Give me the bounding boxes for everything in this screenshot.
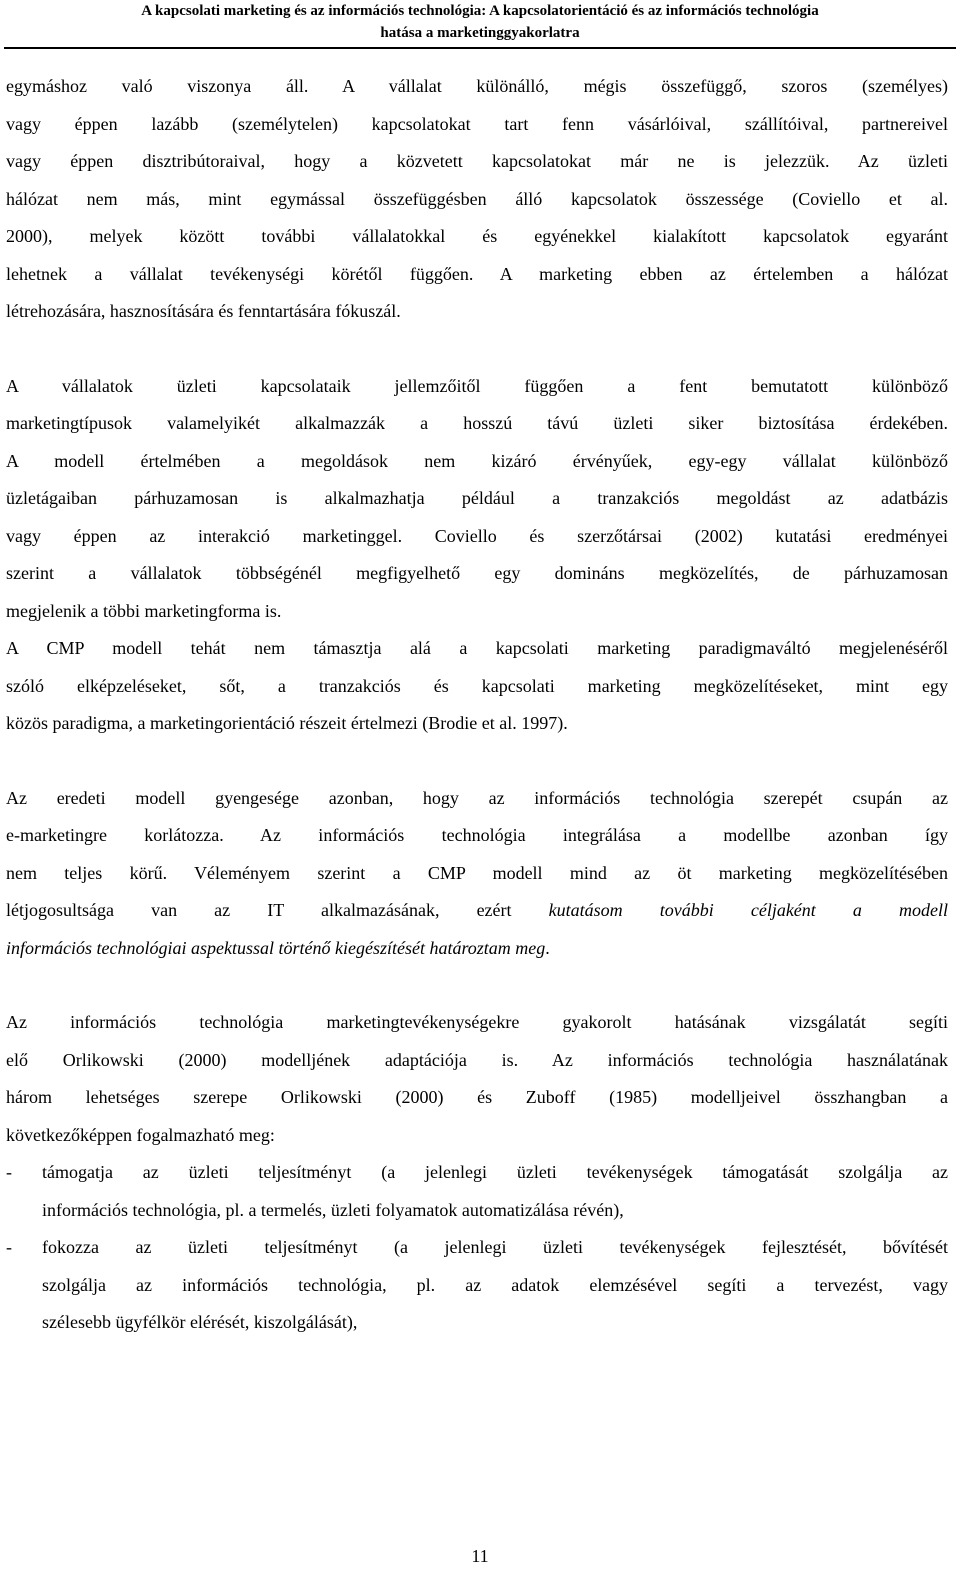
- text-line: közös paradigma, a marketingorientáció részeit értelmezi (Brodie et al. 1997).: [6, 713, 568, 733]
- paragraph-4: [6, 780, 948, 968]
- text-run: .: [545, 937, 550, 958]
- text-line: egymáshoz való viszonya áll. A vállalat különálló, mégis összefüggő, szoros (személyes): [6, 76, 948, 96]
- text-line: A CMP modell tehát nem támasztja alá a kapcsolati marketing paradigmaváltó megjelenéséről: [6, 638, 948, 658]
- text-line: vagy éppen lazább (személytelen) kapcsolatokat tart fenn vásárlóival, szállítóival, partnereivel: [6, 113, 948, 134]
- text-line: információs technológia, pl. a termelés, üzleti folyamatok automatizálása révén),: [42, 1199, 624, 1220]
- text-line: 2000), melyek között további vállalatokkal és egyénekkel kialakított kapcsolatok egyaránt: [6, 226, 948, 246]
- paragraph-2: [6, 368, 948, 631]
- text-line: e-marketingre korlátozza. Az információs technológia integrálása a modellbe azonban így: [6, 825, 948, 845]
- emphasized-text: információs technológiai aspektussal történő kiegészítését határoztam meg: [6, 937, 546, 958]
- text-line: következőképpen fogalmazható meg:: [6, 1124, 275, 1145]
- text-line: üzletágaiban párhuzamosan is alkalmazhatja például a tranzakciós megoldást az adatbázis: [6, 488, 948, 508]
- text-line: támogatja az üzleti teljesítményt (a jelenlegi üzleti tevékenységek támogatását szolgálja az: [42, 1162, 948, 1182]
- text-run: létjogosultsága van az IT alkalmazásának, ezért: [6, 900, 549, 920]
- paragraph-spacer: [6, 967, 948, 1004]
- text-line: lehetnek a vállalat tevékenységi körétől függően. A marketing ebben az értelemben a hálózat: [6, 263, 948, 284]
- page-number: 11: [471, 1546, 489, 1566]
- list-item: [6, 1229, 948, 1267]
- header-line-1: A kapcsolati marketing és az információs technológia: A kapcsolatorientáció és az információs technológia: [141, 3, 819, 19]
- paragraph-spacer: [6, 743, 948, 780]
- text-line: Az információs technológia marketingtevékenységekre gyakorolt hatásának vizsgálatát segíti: [6, 1012, 948, 1032]
- text-line: Az eredeti modell gyengesége azonban, hogy az információs technológia szerepét csupán az: [6, 787, 948, 808]
- body-text: [6, 68, 948, 1342]
- header-line-2: hatása a marketinggyakorlatra: [380, 25, 580, 41]
- text-line: szélesebb ügyfélkör elérését, kiszolgálását),: [42, 1312, 358, 1332]
- paragraph-5: [6, 1004, 948, 1154]
- text-line: fokozza az üzleti teljesítményt (a jelenlegi üzleti tevékenységek fejlesztését, bővítését: [42, 1237, 948, 1257]
- text-line: megjelenik a többi marketingforma is.: [6, 600, 282, 621]
- text-line: vagy éppen az interakció marketinggel. Coviello és szerzőtársai (2002) kutatási eredményei: [6, 525, 948, 546]
- text-line: nem teljes körű. Véleményem szerint a CMP modell mind az öt marketing megközelítésében: [6, 862, 948, 883]
- list-bullet: -: [6, 1162, 12, 1182]
- text-line: szóló elképzeléseket, sőt, a tranzakciós és kapcsolati marketing megközelítéseket, mint egy: [6, 675, 948, 696]
- text-line: szerint a vállalatok többségénél megfigyelhető egy domináns megközelítés, de párhuzamosan: [6, 563, 948, 583]
- list-item: [6, 1154, 948, 1192]
- bullet-list: [6, 1154, 948, 1342]
- text-line: elő Orlikowski (2000) modelljének adaptációja is. Az információs technológia használatának: [6, 1049, 948, 1070]
- text-line: hálózat nem más, mint egymással összefüggésben álló kapcsolatok összessége (Coviello et al.: [6, 188, 948, 209]
- header-rule: [4, 47, 956, 49]
- text-line: szolgálja az információs technológia, pl. az adatok elemzésével segíti a tervezést, vagy: [42, 1274, 948, 1295]
- text-line: vagy éppen disztribútoraival, hogy a közvetett kapcsolatokat már ne is jelezzük. Az üzleti: [6, 151, 948, 171]
- text-line: létrehozására, hasznosítására és fenntartására fókuszál.: [6, 301, 401, 321]
- list-bullet: -: [6, 1237, 12, 1257]
- emphasized-text: kutatásom további céljaként a modell: [548, 900, 948, 920]
- text-line: A modell értelmében a megoldások nem kizáró érvényűek, egy-egy vállalat különböző: [6, 450, 948, 471]
- text-line: három lehetséges szerepe Orlikowski (2000) és Zuboff (1985) modelljeivel összhangban a: [6, 1087, 948, 1107]
- paragraph-1: [6, 68, 948, 331]
- paragraph-spacer: [6, 331, 948, 368]
- running-header: [0, 0, 960, 44]
- text-line: [6, 892, 948, 930]
- text-line: [6, 930, 948, 968]
- text-line: marketingtípusok valamelyikét alkalmazzák a hosszú távú üzleti siker biztosítása érdekében.: [6, 413, 948, 433]
- text-line: A vállalatok üzleti kapcsolataik jellemzőitől függően a fent bemutatott különböző: [6, 375, 948, 396]
- paragraph-3: [6, 630, 948, 743]
